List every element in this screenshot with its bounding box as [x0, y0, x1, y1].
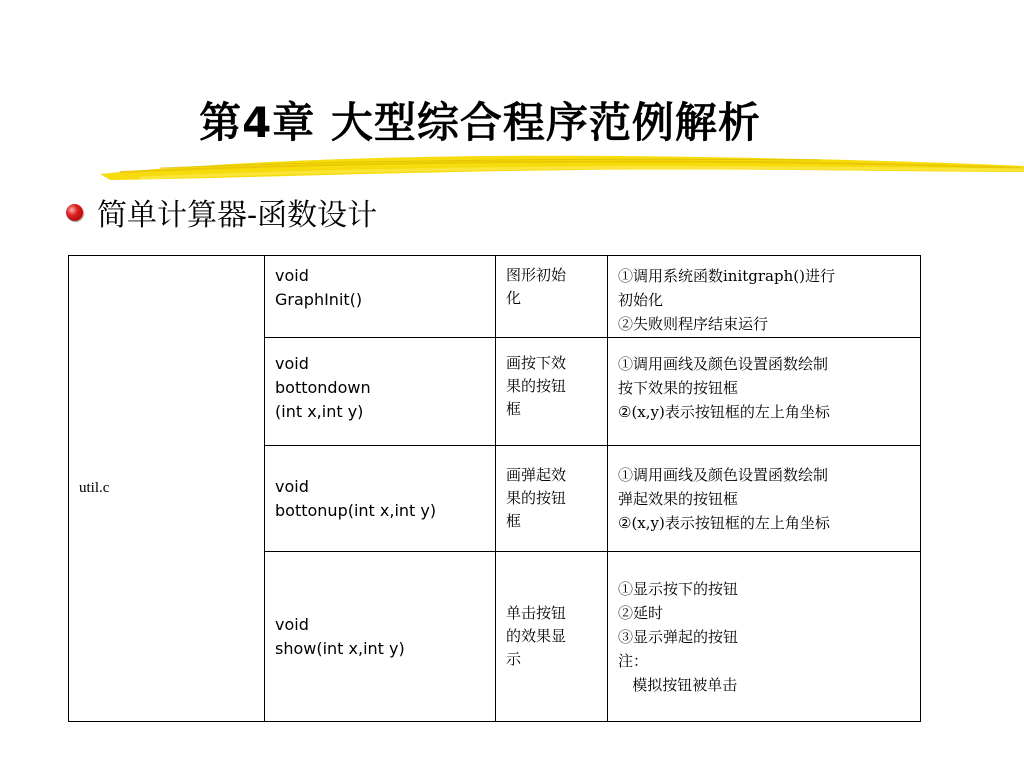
table-row: [69, 256, 921, 338]
description-line: ②(x,y)表示按钮框的左上角坐标: [618, 513, 830, 532]
description-line: ②失败则程序结束运行: [618, 315, 769, 333]
slide-subtitle: 简单计算器-函数设计: [97, 198, 378, 233]
description-line: ①调用画线及颜色设置函数绘制: [618, 465, 829, 484]
slide-title: 第4章 大型综合程序范例解析: [199, 98, 761, 147]
signature-line: void: [275, 354, 309, 373]
name-line: 框: [506, 400, 522, 418]
function-name-cell: [496, 552, 608, 722]
bullet-icon: [66, 204, 83, 221]
description-line: ②延时: [618, 603, 664, 622]
description-line: ③显示弹起的按钮: [618, 627, 739, 646]
yellow-brush-stroke: [100, 148, 1024, 188]
description-line: ①显示按下的按钮: [618, 579, 739, 598]
signature-cell: [265, 552, 496, 722]
signature-cell: [265, 338, 496, 446]
bullet-item: [66, 192, 377, 232]
name-line: 果的按钮: [506, 377, 567, 395]
description-cell: [608, 338, 921, 446]
description-line: ②(x,y)表示按钮框的左上角坐标: [618, 403, 830, 421]
name-line: 果的按钮: [506, 489, 567, 507]
description-cell: [608, 256, 921, 338]
description-line: ①调用系统函数initgraph()进行: [618, 267, 835, 285]
file-name-cell: util.c: [69, 256, 265, 722]
function-name-cell: [496, 256, 608, 338]
name-line: 框: [506, 512, 522, 530]
description-line: 注：: [618, 651, 649, 670]
name-line: 画按下效: [506, 354, 567, 372]
description-cell: [608, 552, 921, 722]
description-line: ①调用画线及颜色设置函数绘制: [618, 355, 829, 373]
signature-line: (int x,int y): [275, 402, 364, 421]
name-line: 的效果显: [506, 627, 567, 645]
signature-cell: [265, 256, 496, 338]
name-line: 示: [506, 650, 522, 668]
signature-cell: [265, 446, 496, 552]
signature-line: void: [275, 266, 309, 285]
signature-line: void: [275, 614, 309, 634]
name-line: 图形初始: [506, 266, 567, 284]
description-cell: [608, 446, 921, 552]
description-line: 弹起效果的按钮框: [618, 489, 739, 508]
description-line: 初始化: [618, 291, 664, 309]
signature-line: show(int x,int y): [275, 638, 405, 658]
function-table: [68, 255, 921, 722]
function-name-cell: [496, 338, 608, 446]
signature-line: void: [275, 476, 309, 496]
signature-line: GraphInit(): [275, 290, 363, 309]
name-line: 单击按钮: [506, 604, 567, 622]
description-line: 模拟按钮被单击: [618, 675, 738, 694]
name-line: 画弹起效: [506, 466, 567, 484]
signature-line: bottonup(int x,int y): [275, 500, 437, 520]
signature-line: bottondown: [275, 378, 371, 397]
function-name-cell: [496, 446, 608, 552]
description-line: 按下效果的按钮框: [618, 379, 739, 397]
name-line: 化: [506, 289, 522, 307]
